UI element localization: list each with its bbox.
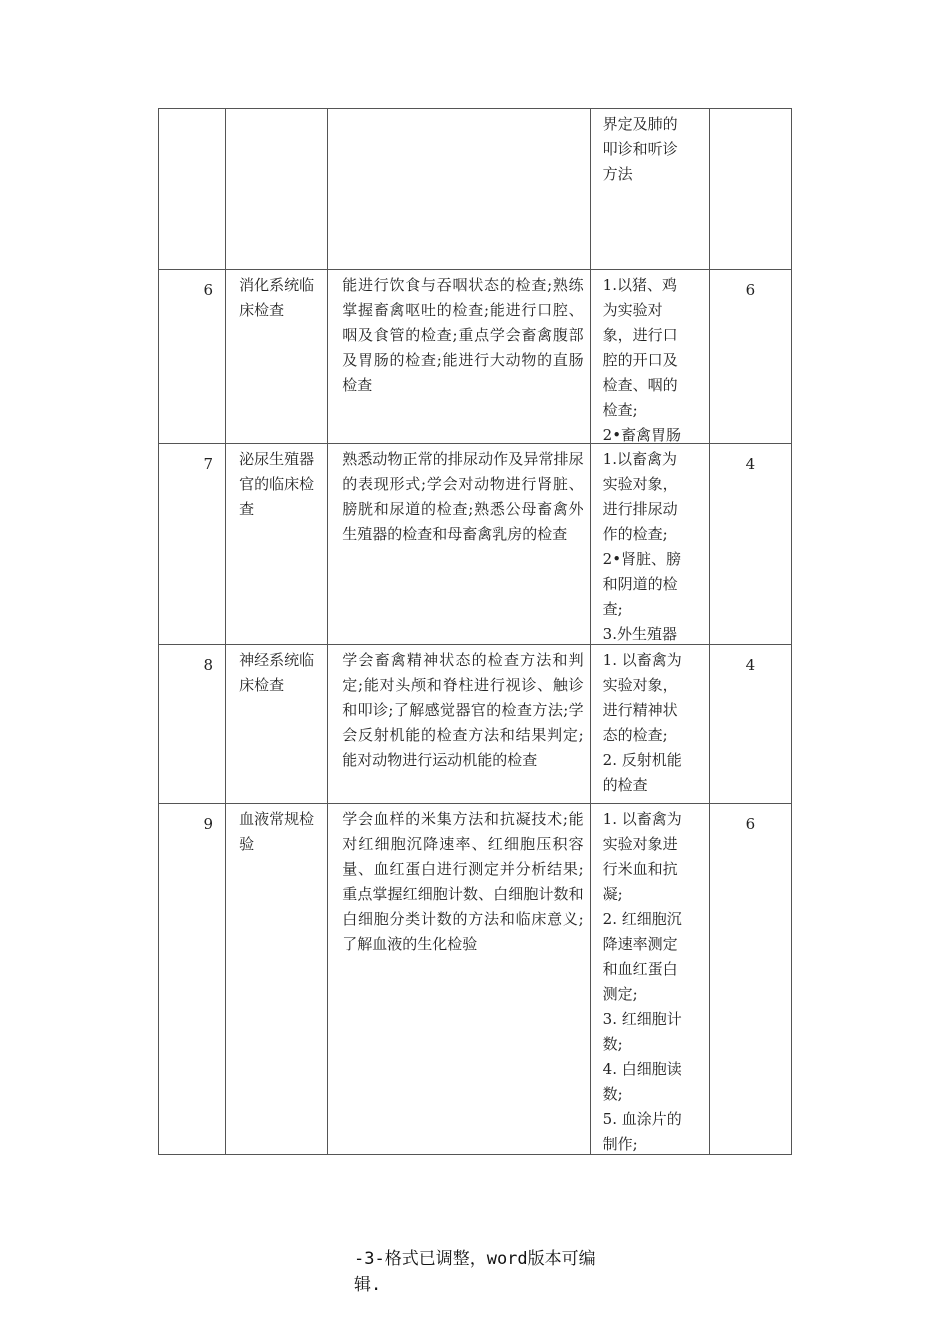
table-row xyxy=(159,109,792,270)
experiment-description: 熟悉动物正常的排尿动作及异常排尿的表现形式;学会对动物进行肾脏、膀胱和尿道的检查;熟悉公母畜禽外生殖器的检查和母畜禽乳房的检查 xyxy=(328,444,590,645)
experiment-name: 消化系统临床检查 xyxy=(226,270,328,444)
project-line: 5. 血涂片的 xyxy=(602,1110,682,1128)
page-footer xyxy=(354,1246,624,1298)
row-number: 7 xyxy=(159,444,226,645)
project-line: 凝; xyxy=(602,885,623,903)
project-line: 方法 xyxy=(602,165,633,183)
row-number: 8 xyxy=(159,645,226,804)
experiment-projects xyxy=(590,444,709,645)
experiment-description: 学会血样的米集方法和抗凝技术;能对红细胞沉降速率、红细胞压积容量、血红蛋白进行测定并分析结果;重点掌握红细胞计数、白细胞计数和白细胞分类计数的方法和临床意义;了解血液的生化检验 xyxy=(328,804,590,1155)
project-line: 制作; xyxy=(602,1135,638,1153)
project-line: 测定; xyxy=(602,985,638,1003)
project-line: 进行精神状 xyxy=(602,701,678,719)
hours: 4 xyxy=(709,645,791,804)
project-line: 和阴道的检 xyxy=(602,575,678,593)
row-number: 9 xyxy=(159,804,226,1155)
project-line: 数; xyxy=(602,1035,623,1053)
project-line: 界定及肺的 xyxy=(602,115,678,133)
footer-line-2: 辑. xyxy=(354,1275,382,1295)
table-row xyxy=(159,270,792,444)
experiment-name xyxy=(226,109,328,270)
project-line: 检查、咽的 xyxy=(602,376,678,394)
project-line: 行米血和抗 xyxy=(602,860,678,878)
experiment-name: 神经系统临床检查 xyxy=(226,645,328,804)
project-line: 查; xyxy=(602,600,623,618)
experiment-name: 血液常规检验 xyxy=(226,804,328,1155)
project-line: 叩诊和听诊 xyxy=(602,140,678,158)
project-line: 和血红蛋白 xyxy=(602,960,678,978)
row-number: 6 xyxy=(159,270,226,444)
hours xyxy=(709,109,791,270)
experiment-projects xyxy=(590,270,709,444)
project-line: 1.以畜禽为 xyxy=(602,450,677,468)
project-line: 作的检查; xyxy=(602,525,668,543)
project-line: 1.以猪、鸡 xyxy=(602,276,677,294)
experiment-description: 学会畜禽精神状态的检查方法和判定;能对头颅和脊柱进行视诊、触诊和叩诊;了解感觉器官的检查方法;学会反射机能的检查方法和结果判定;能对动物进行运动机能的检查 xyxy=(328,645,590,804)
project-line: 为实验对 xyxy=(602,301,663,319)
project-line: 3.外生殖器 xyxy=(602,625,677,643)
project-line: 2. 反射机能 xyxy=(602,751,682,769)
project-line: 2•畜禽胃肠 xyxy=(602,426,682,443)
project-line: 降速率测定 xyxy=(602,935,678,953)
table-row xyxy=(159,804,792,1155)
table-row xyxy=(159,645,792,804)
project-line: 检查; xyxy=(602,401,638,419)
footer-line-1: -3-格式已调整，word版本可编 xyxy=(354,1249,596,1269)
experiment-description: 能进行饮食与吞咽状态的检查;熟练掌握畜禽呕吐的检查;能进行口腔、咽及食管的检查;重点学会畜禽腹部及胃肠的检查;能进行大动物的直肠检查 xyxy=(328,270,590,444)
project-line: 2. 红细胞沉 xyxy=(602,910,682,928)
project-line: 1. 以畜禽为 xyxy=(602,810,682,828)
project-line: 实验对象， xyxy=(602,475,678,493)
experiment-projects xyxy=(590,804,709,1155)
table-row xyxy=(159,444,792,645)
project-line: 象，进行口 xyxy=(602,326,678,344)
project-line: 2•肾脏、膀 xyxy=(602,550,682,568)
project-line: 3. 红细胞计 xyxy=(602,1010,682,1028)
project-line: 实验对象进 xyxy=(602,835,678,853)
project-line: 腔的开口及 xyxy=(602,351,678,369)
course-table xyxy=(158,108,792,1155)
experiment-description xyxy=(328,109,590,270)
project-line: 实验对象， xyxy=(602,676,678,694)
row-number xyxy=(159,109,226,270)
project-line: 数; xyxy=(602,1085,623,1103)
hours: 6 xyxy=(709,804,791,1155)
project-line: 1. 以畜禽为 xyxy=(602,651,682,669)
experiment-projects xyxy=(590,109,709,270)
project-line: 4. 白细胞读 xyxy=(602,1060,682,1078)
experiment-name: 泌尿生殖器官的临床检查 xyxy=(226,444,328,645)
project-line: 态的检查; xyxy=(602,726,668,744)
hours: 6 xyxy=(709,270,791,444)
hours: 4 xyxy=(709,444,791,645)
project-line: 进行排尿动 xyxy=(602,500,678,518)
experiment-projects xyxy=(590,645,709,804)
project-line: 的检查 xyxy=(602,776,648,794)
